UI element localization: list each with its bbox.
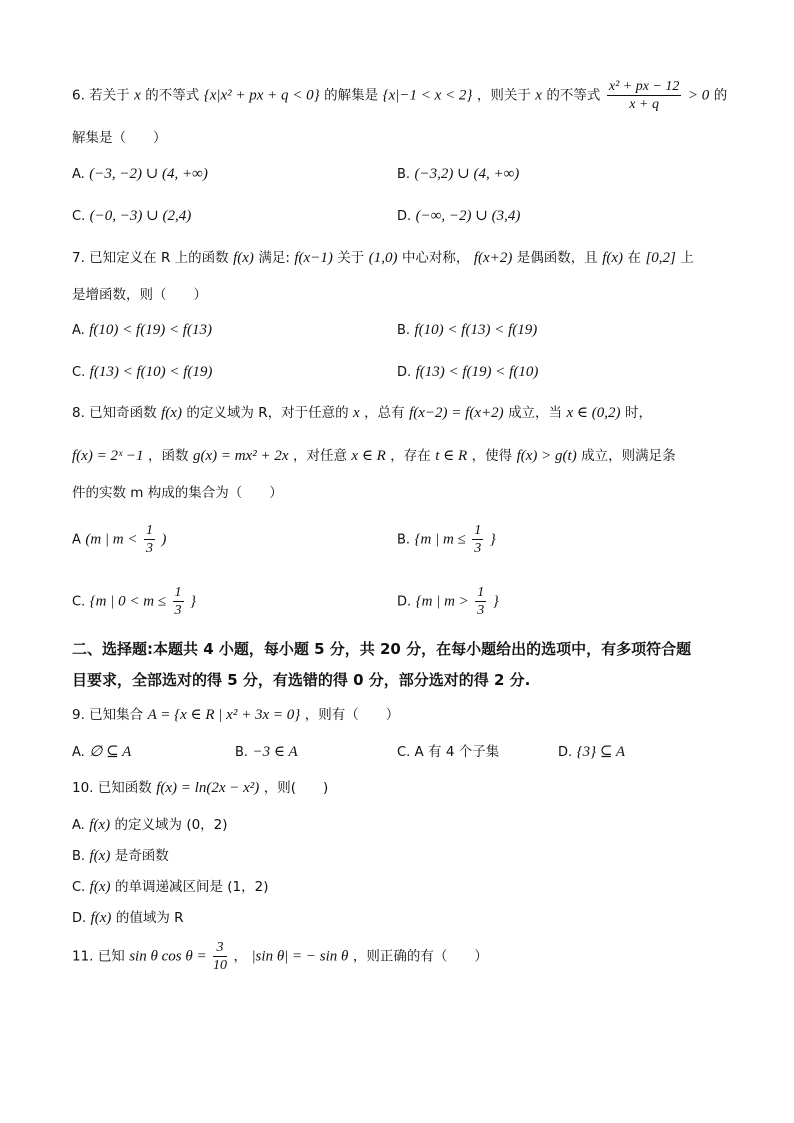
q6-option-b[interactable]: B. (−3,2) ∪ (4, +∞) [397,166,520,182]
q7-line1: 7. 已知定义在 R 上的函数 f(x) 满足: f(x−1) 关于 (1,0) 中心对称， f(x+2) 是偶函数，且 f(x) 在 [0,2] 上 [72,250,694,266]
q11-fraction: $\frac{3}{10}$ [213,940,228,973]
q7-option-c[interactable]: C. f(13) < f(10) < f(19) [72,364,213,380]
q8-option-a[interactable]: A (m | m < $\frac{1}{3}$ ) [72,523,167,556]
q10-option-b[interactable]: B. f(x) 是奇函数 [72,848,169,864]
q9-option-b[interactable]: B. −3 ∈ A [235,744,298,760]
q8-line3: 件的实数 m 构成的集合为（ ） [72,485,283,501]
q7-line2: 是增函数，则（ ） [72,287,207,303]
q6-solution-set: {x|−1 < x < 2} [382,87,473,104]
q8-option-b[interactable]: B. {m | m ≤ $\frac{1}{3}$ } [397,523,496,556]
q9-stem: 9. 已知集合 A = {x ∈ R | x² + 3x = 0} ，则有（ ） [72,707,400,723]
q7-option-d[interactable]: D. f(13) < f(19) < f(10) [397,364,539,380]
section2-heading-line2: 目要求，全部选对的得 5 分，有选错的得 0 分，部分选对的得 2 分. [72,671,531,689]
q9-option-a[interactable]: A. ∅ ⊆ A [72,744,132,760]
q11-stem: 11. 已知 sin θ cos θ = $\frac{3}{10}$ ， |sin θ| = − sin θ ，则正确的有（ ） [72,940,488,973]
q8-option-c[interactable]: C. {m | 0 < m ≤ $\frac{1}{3}$ } [72,585,196,618]
q6-fraction: $\frac{\text{x² + px − 12}}{x + q}$ [608,79,680,112]
q6-option-c[interactable]: C. (−0, −3) ∪ (2,4) [72,208,192,224]
q10-option-a[interactable]: A. f(x) 的定义域为 (0，2) [72,817,228,833]
q10-option-c[interactable]: C. f(x) 的单调递减区间是 (1，2) [72,879,269,895]
q10-stem: 10. 已知函数 f(x) = ln(2x − x²) ，则( ) [72,780,329,796]
q7-option-a[interactable]: A. f(10) < f(19) < f(13) [72,322,212,338]
q8-line2: f(x) = 2ˣ −1 ，函数 g(x) = mx² + 2x ，对任意 x ∈ R ，存在 t ∈ R ，使得 f(x) > g(t) 成立，则满足条 [72,448,676,464]
q8-option-d[interactable]: D. {m | m > $\frac{1}{3}$ } [397,585,499,618]
q8-line1: 8. 已知奇函数 f(x) 的定义域为 R，对于任意的 x ，总有 f(x−2) = f(x+2) 成立，当 x ∈ (0,2) 时， [72,405,652,421]
q7-option-b[interactable]: B. f(10) < f(13) < f(19) [397,322,538,338]
q9-option-c[interactable]: C. A 有 4 个子集 [397,744,500,760]
q6-line2: 解集是（ ） [72,130,167,146]
q6-option-d[interactable]: D. (−∞, −2) ∪ (3,4) [397,208,521,224]
q6-solution-set-expr: {x|x² + px + q < 0} [203,87,320,104]
q6-option-a[interactable]: A. (−3, −2) ∪ (4, +∞) [72,166,208,182]
section2-heading-line1: 二、选择题:本题共 4 小题，每小题 5 分，共 20 分，在每小题给出的选项中，有多项符合题 [72,640,692,658]
q9-option-d[interactable]: D. {3} ⊆ A [558,744,626,760]
q10-option-d[interactable]: D. f(x) 的值域为 R [72,910,184,926]
q6-line1: 6. 若关于 x 的不等式 {x|x² + px + q < 0} 的解集是 {x|−1 < x < 2} ，则关于 x 的不等式 $\frac{\text{x² + px − 12}}{x + q}$ > 0 的 [72,79,728,112]
